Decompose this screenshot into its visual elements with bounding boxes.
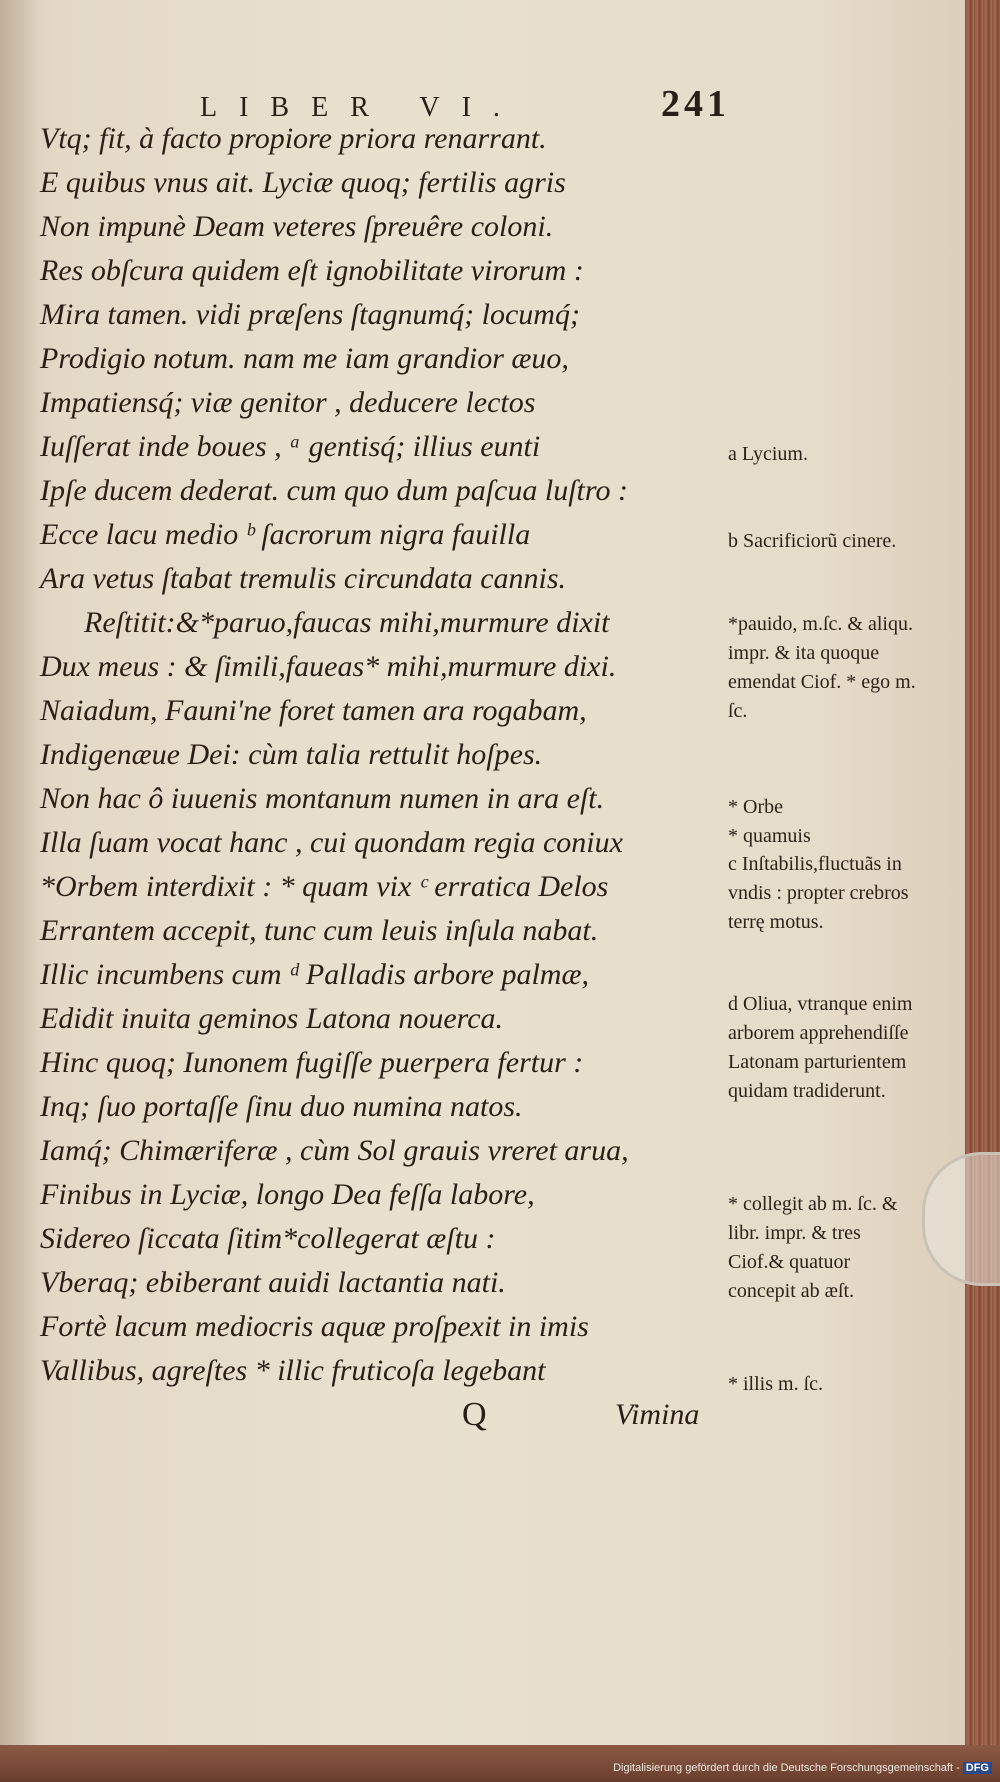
margin-note: * quamuis — [728, 825, 811, 847]
credit-text: Digitalisierung gefördert durch die Deutsche Forschungsgemeinschaft - — [613, 1762, 960, 1774]
margin-note: * illis m. ſc. — [728, 1373, 823, 1395]
verse-line: Iuſſerat inde boues , ᵃ gentisq́; illius eunti — [40, 430, 541, 463]
verse-line: Hinc quoq; Iunonem fugiſſe puerpera fertur : — [40, 1046, 584, 1079]
verse-line: Ecce lacu medio ᵇ ſacrorum nigra fauilla — [40, 518, 531, 551]
verse-line: Impatiensq́; viæ genitor , deducere lectos — [40, 386, 536, 419]
digitization-credit — [613, 1762, 992, 1774]
verse-line: Fortè lacum mediocris aquæ proſpexit in imis — [40, 1310, 589, 1343]
verse-line: Iamq́; Chimæriferæ , cùm Sol grauis vreret arua, — [40, 1134, 629, 1167]
verse-line: Edidit inuita geminos Latona nouerca. — [40, 1002, 504, 1035]
verse-line: *Orbem interdixit : * quam vix ᶜ erratica Delos — [40, 870, 609, 903]
margin-note: *pauido, m.ſc. & aliqu. impr. & ita quoque emendat Ciof. * ego m. ſc. — [728, 613, 916, 722]
verse-line: Ara vetus ſtabat tremulis circundata cannis. — [40, 562, 567, 595]
verse-line: Indigenæue Dei: cùm talia rettulit hoſpes. — [40, 738, 543, 771]
verse-line: Sidereo ſiccata ſitim*collegerat æſtu : — [40, 1222, 496, 1255]
verse-line: Errantem accepit, tunc cum leuis inſula nabat. — [40, 914, 599, 947]
page-number: 241 — [661, 83, 730, 125]
verse-line: Prodigio notum. nam me iam grandior æuo, — [40, 342, 569, 375]
margin-note: a Lycium. — [728, 443, 808, 465]
verse-line: Mira tamen. vidi præſens ſtagnumq́; locumq́; — [40, 298, 580, 331]
catchword: Vimina — [615, 1398, 700, 1431]
dfg-logo: DFG — [963, 1762, 992, 1774]
verse-line: Naiadum, Fauni'ne foret tamen ara rogabam, — [40, 694, 587, 727]
running-head: LIBER VI. — [200, 92, 522, 123]
verse-line: Ipſe ducem dederat. cum quo dum paſcua luſtro : — [40, 474, 628, 507]
gutter-shadow — [0, 0, 40, 1745]
verse-line: Vallibus, agreſtes * illic fruticoſa legebant — [40, 1354, 546, 1387]
verse-line: Reſtitit:&*paruo,faucas mihi,murmure dixit — [84, 606, 610, 639]
signature-mark: Q — [462, 1396, 487, 1433]
verse-line: Non impunè Deam veteres ſpreuêre coloni. — [40, 210, 554, 243]
margin-note: d Oliua, vtranque enim arborem apprehendiſſe Latonam parturientem quidam tradiderunt. — [728, 993, 913, 1102]
page-fore-edge — [965, 0, 1000, 1782]
verse-line: Res obſcura quidem eſt ignobilitate virorum : — [40, 254, 584, 287]
verse-line: Inq; ſuo portaſſe ſinu duo numina natos. — [40, 1090, 523, 1123]
verse-text — [40, 117, 730, 1393]
verse-line: Vtq; fit, à facto propiore priora renarrant. — [40, 122, 547, 155]
verse-line: E quibus vnus ait. Lyciæ quoq; fertilis agris — [40, 166, 566, 199]
margin-note: c Inſtabilis,fluctuãs in vndis : propter crebros terrę motus. — [728, 853, 909, 933]
margin-note: * Orbe — [728, 796, 783, 818]
verse-line: Non hac ô iuuenis montanum numen in ara eſt. — [40, 782, 605, 815]
verse-line: Finibus in Lyciæ, longo Dea feſſa labore, — [40, 1178, 535, 1211]
verse-line: Dux meus : & ſimili,faueas* mihi,murmure dixi. — [40, 650, 617, 683]
verse-line: Vberaq; ebiberant auidi lactantia nati. — [40, 1266, 506, 1299]
verse-line: Illic incumbens cum ᵈ Palladis arbore palmæ, — [40, 958, 589, 991]
margin-note: * collegit ab m. ſc. & libr. impr. & tres Ciof.& quatuor concepit ab æſt. — [728, 1193, 898, 1302]
margin-note: b Sacrificiorũ cinere. — [728, 530, 897, 552]
verse-line: Illa ſuam vocat hanc , cui quondam regia coniux — [40, 826, 623, 859]
